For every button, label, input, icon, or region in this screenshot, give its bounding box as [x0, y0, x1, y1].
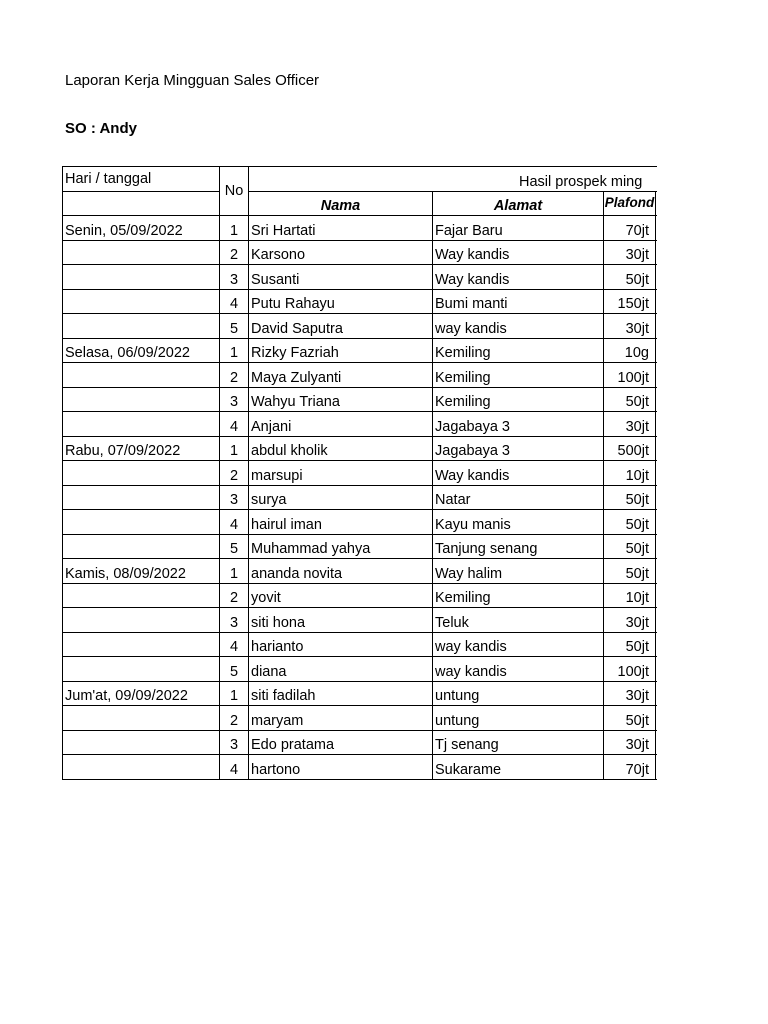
cell-plafond: 30jt: [604, 314, 656, 339]
header-plafond: Plafond: [604, 191, 656, 216]
cell-plafond: 50jt: [604, 387, 656, 412]
table-row: [63, 240, 658, 265]
cell-address: Way halim: [433, 559, 604, 584]
cell-plafond: 50jt: [604, 510, 656, 535]
table-row: [63, 583, 658, 608]
cell-day: [63, 412, 220, 437]
cell-extra: [656, 559, 658, 584]
prospect-table: [62, 166, 657, 780]
table-row: [63, 265, 658, 290]
cell-plafond: 30jt: [604, 730, 656, 755]
cell-address: Jagabaya 3: [433, 436, 604, 461]
cell-plafond: 10jt: [604, 583, 656, 608]
cell-address: Tanjung senang: [433, 534, 604, 559]
cell-name: siti fadilah: [249, 681, 433, 706]
cell-day: [63, 485, 220, 510]
cell-extra: [656, 265, 658, 290]
cell-plafond: 30jt: [604, 240, 656, 265]
table-row: [63, 314, 658, 339]
cell-no: 3: [220, 608, 249, 633]
table-row: [63, 461, 658, 486]
cell-no: 4: [220, 510, 249, 535]
header-address: Alamat: [433, 191, 604, 216]
cell-address: way kandis: [433, 657, 604, 682]
cell-no: 4: [220, 755, 249, 780]
cell-extra: [656, 730, 658, 755]
table-row: [63, 216, 658, 241]
cell-plafond: 50jt: [604, 559, 656, 584]
cell-address: untung: [433, 706, 604, 731]
cell-address: Kemiling: [433, 387, 604, 412]
cell-address: Jagabaya 3: [433, 412, 604, 437]
table-row: [63, 338, 658, 363]
cell-extra: [656, 657, 658, 682]
cell-extra: [656, 608, 658, 633]
cell-extra: [656, 240, 658, 265]
cell-extra: [656, 510, 658, 535]
cell-plafond: 100jt: [604, 363, 656, 388]
cell-day: [63, 755, 220, 780]
table-row: [63, 657, 658, 682]
table-row: [63, 289, 658, 314]
cell-no: 4: [220, 289, 249, 314]
cell-name: Rizky Fazriah: [249, 338, 433, 363]
cell-no: 1: [220, 681, 249, 706]
cell-address: Fajar Baru: [433, 216, 604, 241]
cell-day: Kamis, 08/09/2022: [63, 559, 220, 584]
cell-name: Karsono: [249, 240, 433, 265]
table-row: [63, 534, 658, 559]
cell-address: way kandis: [433, 632, 604, 657]
cell-name: siti hona: [249, 608, 433, 633]
table-row: [63, 510, 658, 535]
cell-day: [63, 632, 220, 657]
cell-plafond: 50jt: [604, 265, 656, 290]
cell-plafond: 10g: [604, 338, 656, 363]
cell-extra: [656, 706, 658, 731]
table-row: [63, 755, 658, 780]
cell-address: Kemiling: [433, 363, 604, 388]
cell-address: Teluk: [433, 608, 604, 633]
cell-plafond: 70jt: [604, 216, 656, 241]
table-row: [63, 632, 658, 657]
table-row: [63, 363, 658, 388]
cell-plafond: 50jt: [604, 632, 656, 657]
cell-address: Way kandis: [433, 265, 604, 290]
cell-day: [63, 461, 220, 486]
cell-name: ananda novita: [249, 559, 433, 584]
cell-day: [63, 706, 220, 731]
header-group-title: Hasil prospek ming: [249, 167, 658, 192]
cell-no: 2: [220, 363, 249, 388]
cell-day: [63, 510, 220, 535]
cell-plafond: 30jt: [604, 412, 656, 437]
cell-name: Wahyu Triana: [249, 387, 433, 412]
cell-plafond: 50jt: [604, 534, 656, 559]
cell-name: harianto: [249, 632, 433, 657]
cell-address: Natar: [433, 485, 604, 510]
cell-name: Sri Hartati: [249, 216, 433, 241]
cell-name: hairul iman: [249, 510, 433, 535]
cell-name: Anjani: [249, 412, 433, 437]
cell-name: Edo pratama: [249, 730, 433, 755]
cell-extra: [656, 314, 658, 339]
cell-plafond: 30jt: [604, 608, 656, 633]
cell-extra: [656, 412, 658, 437]
cell-address: Sukarame: [433, 755, 604, 780]
cell-no: 2: [220, 461, 249, 486]
cell-name: surya: [249, 485, 433, 510]
cell-address: untung: [433, 681, 604, 706]
cell-plafond: 100jt: [604, 657, 656, 682]
cell-name: hartono: [249, 755, 433, 780]
header-row-2: [63, 191, 658, 216]
cell-day: [63, 240, 220, 265]
cell-plafond: 50jt: [604, 485, 656, 510]
cell-name: Muhammad yahya: [249, 534, 433, 559]
cell-day: [63, 657, 220, 682]
cell-name: Maya Zulyanti: [249, 363, 433, 388]
cell-extra: [656, 216, 658, 241]
cell-day: Jum'at, 09/09/2022: [63, 681, 220, 706]
cell-plafond: 70jt: [604, 755, 656, 780]
table-row: [63, 730, 658, 755]
cell-extra: [656, 338, 658, 363]
table-row: [63, 485, 658, 510]
cell-extra: [656, 436, 658, 461]
cell-plafond: 150jt: [604, 289, 656, 314]
cell-extra: [656, 583, 658, 608]
cell-no: 1: [220, 216, 249, 241]
cell-extra: [656, 363, 658, 388]
table-row: [63, 412, 658, 437]
cell-extra: [656, 485, 658, 510]
cell-plafond: 500jt: [604, 436, 656, 461]
cell-name: marsupi: [249, 461, 433, 486]
cell-name: David Saputra: [249, 314, 433, 339]
cell-address: Bumi manti: [433, 289, 604, 314]
header-day-blank: [63, 191, 220, 216]
header-no: No: [220, 167, 249, 216]
cell-day: [63, 289, 220, 314]
cell-no: 4: [220, 412, 249, 437]
cell-extra: [656, 387, 658, 412]
cell-no: 2: [220, 706, 249, 731]
cell-no: 5: [220, 534, 249, 559]
sales-officer-line: SO : Andy: [65, 120, 137, 137]
cell-no: 2: [220, 240, 249, 265]
cell-plafond: 10jt: [604, 461, 656, 486]
cell-no: 1: [220, 436, 249, 461]
cell-plafond: 50jt: [604, 706, 656, 731]
header-extra-blank: [656, 191, 658, 216]
cell-address: Kemiling: [433, 583, 604, 608]
prospect-table-sheet: [62, 166, 657, 780]
cell-no: 1: [220, 338, 249, 363]
header-name: Nama: [249, 191, 433, 216]
cell-plafond: 30jt: [604, 681, 656, 706]
cell-day: [63, 608, 220, 633]
cell-no: 3: [220, 485, 249, 510]
table-row: [63, 436, 658, 461]
cell-no: 4: [220, 632, 249, 657]
cell-day: [63, 314, 220, 339]
header-day: Hari / tanggal: [63, 167, 220, 192]
cell-address: Way kandis: [433, 240, 604, 265]
cell-name: Susanti: [249, 265, 433, 290]
cell-name: Putu Rahayu: [249, 289, 433, 314]
table-row: [63, 681, 658, 706]
cell-no: 5: [220, 314, 249, 339]
cell-address: Kayu manis: [433, 510, 604, 535]
table-row: [63, 608, 658, 633]
table-row: [63, 706, 658, 731]
header-row-1: [63, 167, 658, 192]
cell-day: [63, 387, 220, 412]
cell-day: [63, 265, 220, 290]
cell-day: [63, 534, 220, 559]
cell-name: maryam: [249, 706, 433, 731]
cell-no: 2: [220, 583, 249, 608]
cell-day: [63, 583, 220, 608]
cell-no: 3: [220, 387, 249, 412]
table-row: [63, 387, 658, 412]
cell-extra: [656, 534, 658, 559]
cell-address: Kemiling: [433, 338, 604, 363]
cell-address: way kandis: [433, 314, 604, 339]
cell-no: 3: [220, 265, 249, 290]
cell-extra: [656, 289, 658, 314]
table-body: [63, 167, 658, 780]
cell-extra: [656, 632, 658, 657]
cell-no: 5: [220, 657, 249, 682]
cell-day: [63, 730, 220, 755]
cell-name: abdul kholik: [249, 436, 433, 461]
cell-day: [63, 363, 220, 388]
cell-name: diana: [249, 657, 433, 682]
cell-extra: [656, 461, 658, 486]
cell-day: Senin, 05/09/2022: [63, 216, 220, 241]
table-row: [63, 559, 658, 584]
cell-no: 1: [220, 559, 249, 584]
cell-no: 3: [220, 730, 249, 755]
cell-day: Rabu, 07/09/2022: [63, 436, 220, 461]
cell-extra: [656, 681, 658, 706]
cell-address: Way kandis: [433, 461, 604, 486]
cell-day: Selasa, 06/09/2022: [63, 338, 220, 363]
cell-name: yovit: [249, 583, 433, 608]
report-title: Laporan Kerja Mingguan Sales Officer: [65, 72, 320, 89]
cell-extra: [656, 755, 658, 780]
cell-address: Tj senang: [433, 730, 604, 755]
